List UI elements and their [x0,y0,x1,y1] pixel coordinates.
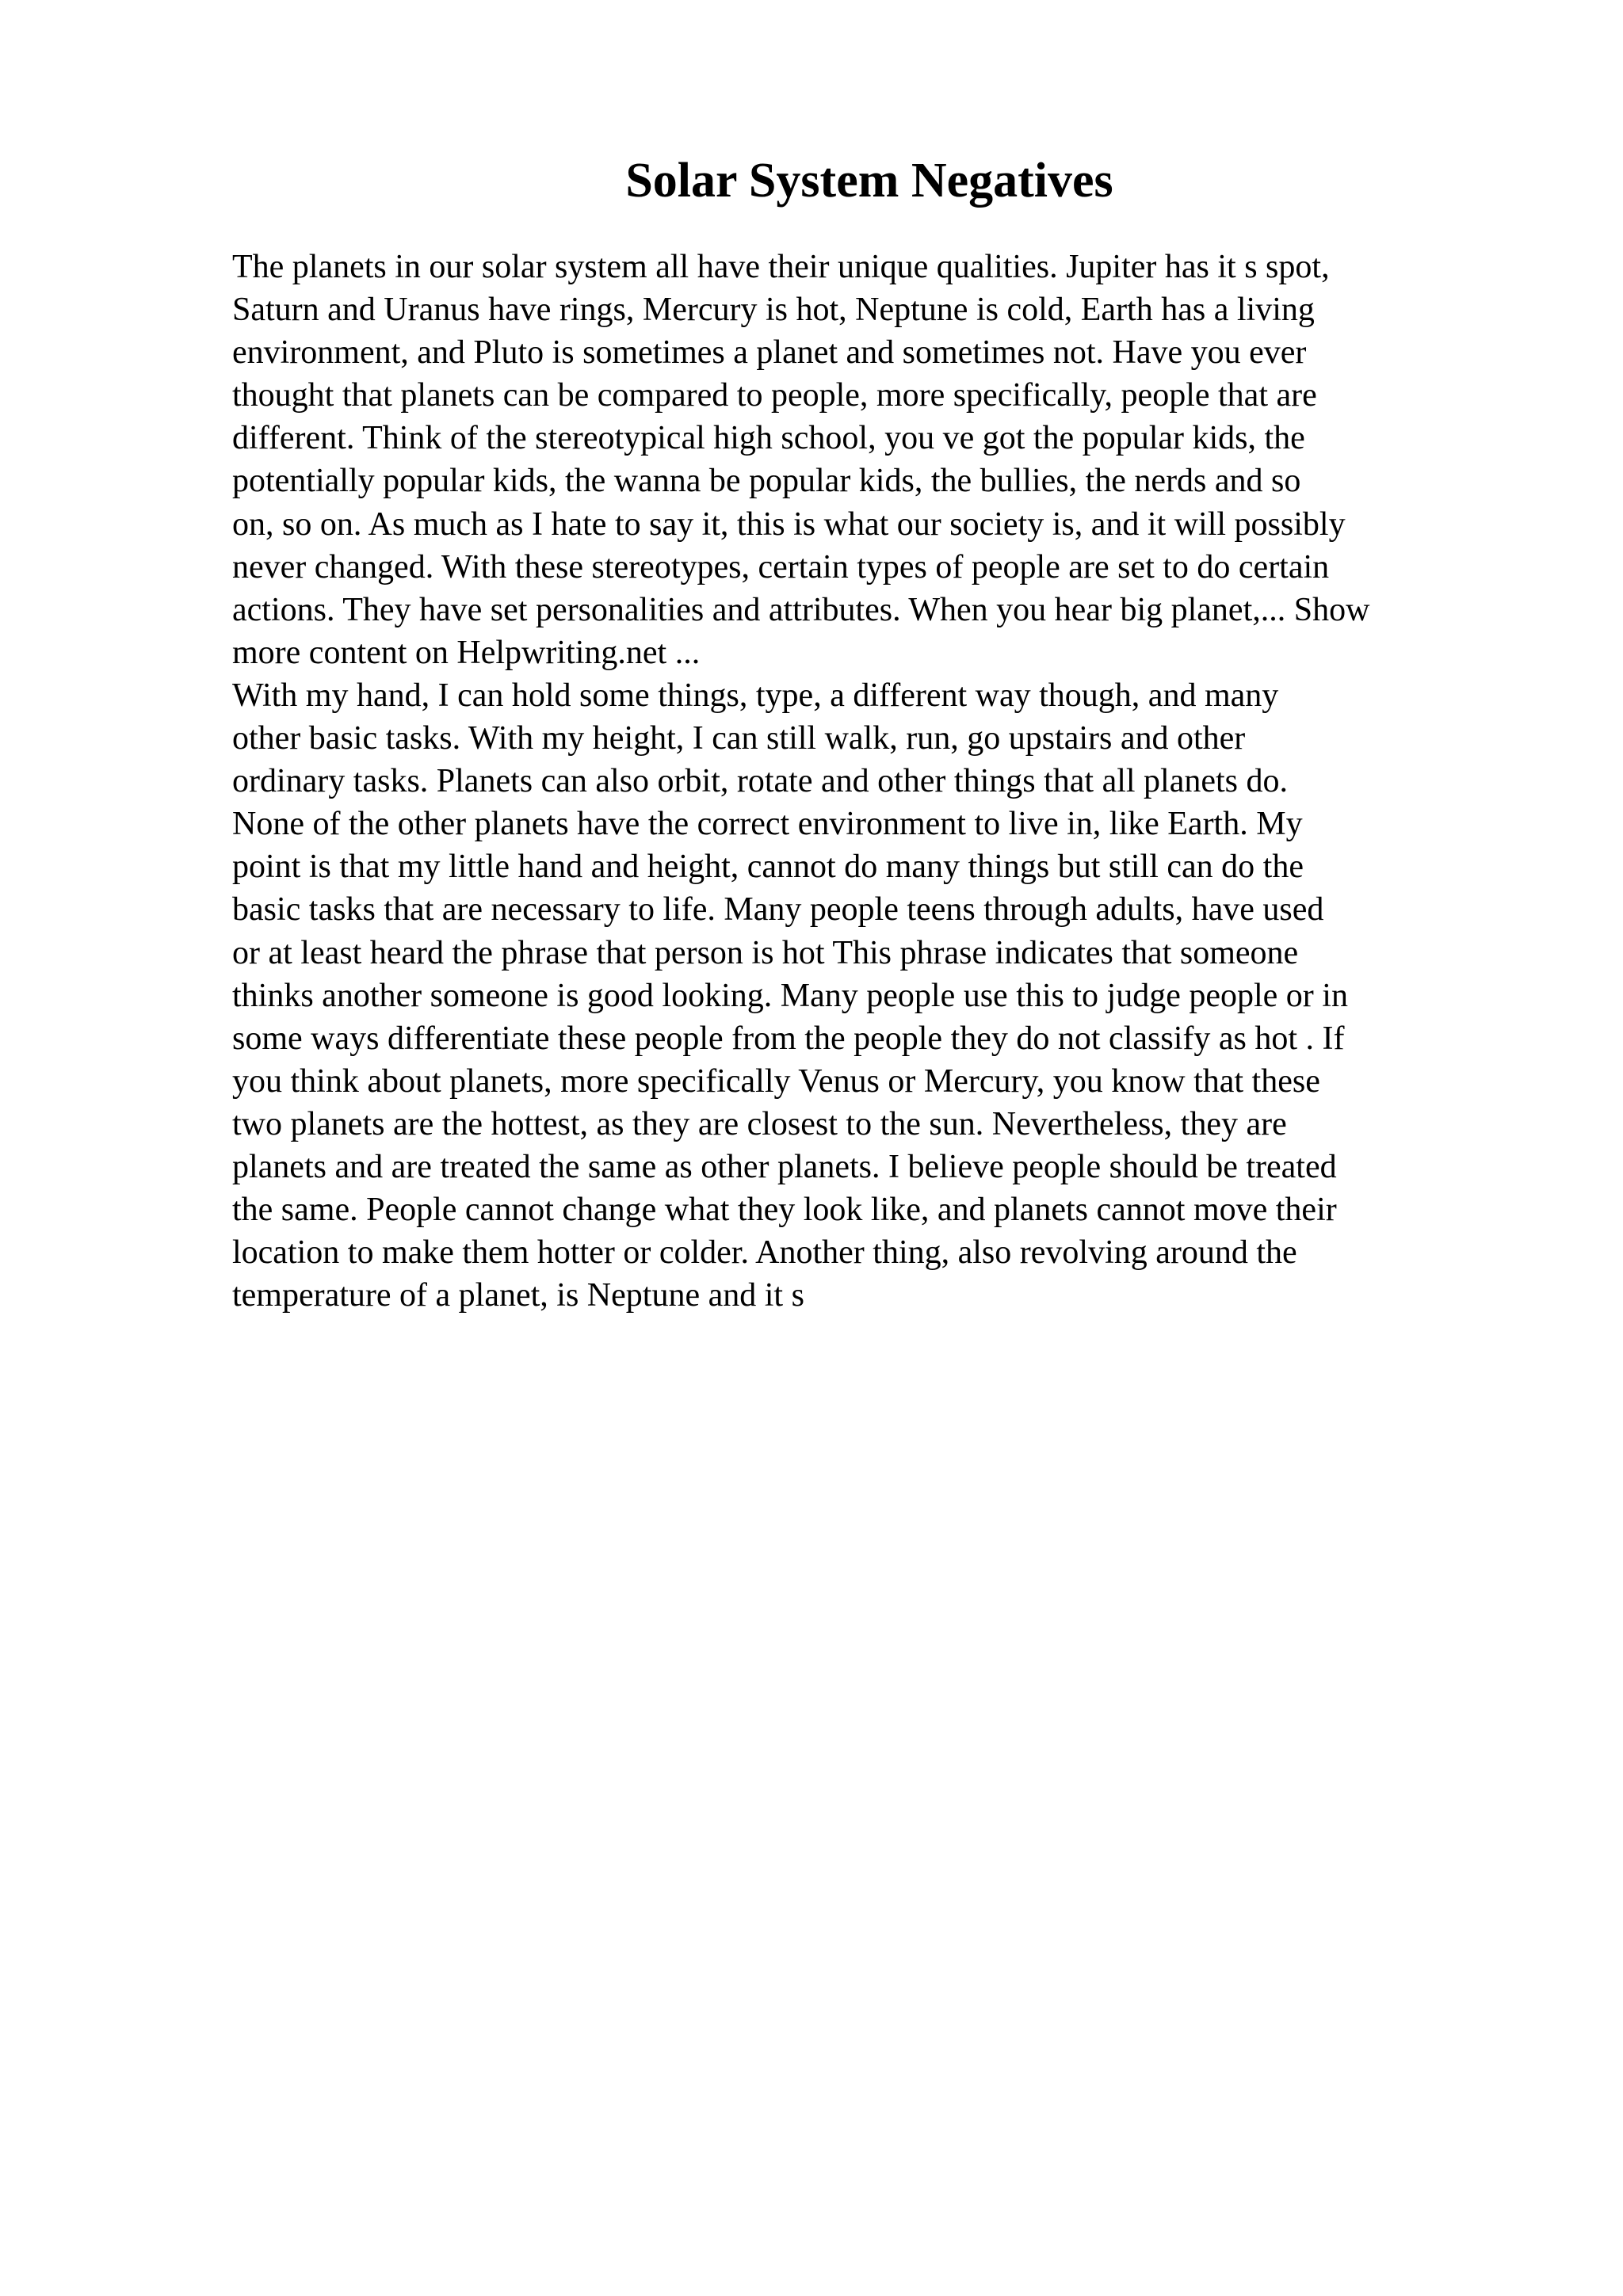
text-line: actions. They have set personalities and attributes. When you hear big planet,... Show [232,591,1370,628]
text-line: some ways differentiate these people from the people they do not classify as hot . If [232,1020,1345,1057]
text-line: other basic tasks. With my height, I can still walk, run, go upstairs and other [232,720,1246,757]
text-line: two planets are the hottest, as they are closest to the sun. Nevertheless, they are [232,1105,1287,1142]
text-line: point is that my little hand and height, cannot do many things but still can do the [232,849,1304,886]
text-line: basic tasks that are necessary to life. Many people teens through adults, have used [232,891,1324,929]
text-line: potentially popular kids, the wanna be popular kids, the bullies, the nerds and so [232,463,1301,500]
text-line: The planets in our solar system all have their unique qualities. Jupiter has it s spot, [232,249,1330,285]
text-line: temperature of a planet, is Neptune and it s [232,1277,804,1314]
text-line: With my hand, I can hold some things, type, a different way though, and many [232,677,1279,714]
text-line: thinks another someone is good looking. Many people use this to judge people or in [232,977,1348,1014]
text-line: ordinary tasks. Planets can also orbit, rotate and other things that all planets do. [232,763,1289,800]
text-line: location to make them hotter or colder. Another thing, also revolving around the [232,1234,1297,1272]
document-body [232,246,1595,1317]
text-line: never changed. With these stereotypes, certain types of people are set to do certain [232,548,1330,585]
text-line: different. Think of the stereotypical high school, you ve got the popular kids, the [232,420,1305,457]
text-line: the same. People cannot change what they look like, and planets cannot move their [232,1192,1337,1229]
text-line: more content on Helpwriting.net ... [232,634,701,671]
text-line: None of the other planets have the correct environment to live in, like Earth. My [232,806,1303,843]
text-line: Saturn and Uranus have rings, Mercury is hot, Neptune is cold, Earth has a living [232,292,1315,329]
text-line: or at least heard the phrase that person is hot This phrase indicates that someone [232,934,1299,971]
text-line: environment, and Pluto is sometimes a planet and sometimes not. Have you ever [232,334,1307,372]
text-line: planets and are treated the same as other planets. I believe people should be treated [232,1148,1337,1185]
text-line: on, so on. As much as I hate to say it, this is what our society is, and it will possibly [232,505,1346,543]
text-line: you think about planets, more specifically Venus or Mercury, you know that these [232,1062,1320,1100]
text-line: thought that planets can be compared to people, more specifically, people that are [232,377,1317,414]
document-title: Solar System Negatives [625,154,1113,208]
